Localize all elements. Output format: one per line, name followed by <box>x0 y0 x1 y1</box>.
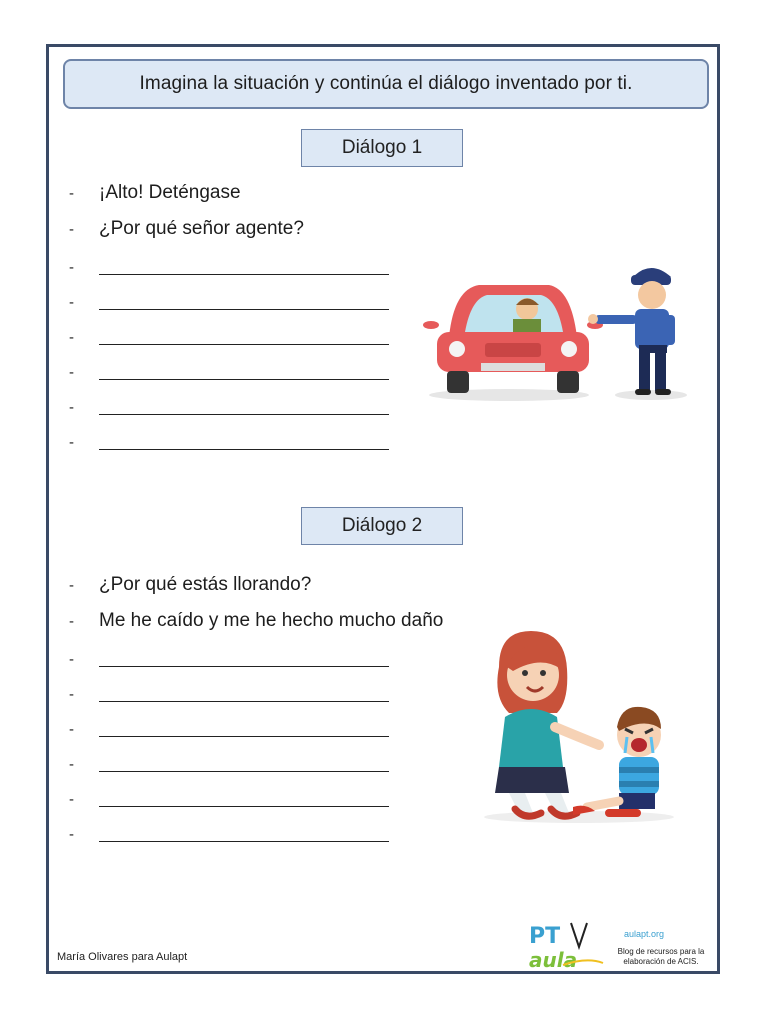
instruction-text: Imagina la situación y continúa el diálogo inventado por ti. <box>139 73 633 94</box>
answer-line[interactable] <box>99 295 389 310</box>
dash: - <box>69 363 74 381</box>
dialog2-blank-5[interactable] <box>69 785 389 813</box>
instruction-box <box>63 59 709 109</box>
dialog1-title-box <box>301 129 463 167</box>
logo-tagline <box>601 947 721 967</box>
dash: - <box>69 720 74 738</box>
dialog1-blank-1[interactable] <box>69 253 389 281</box>
dash: - <box>69 220 74 238</box>
dialog1-blank-4[interactable] <box>69 358 389 386</box>
dialog1-blank-6[interactable] <box>69 428 389 456</box>
dialog2-blank-4[interactable] <box>69 750 389 778</box>
dialog2-title: Diálogo 2 <box>341 515 423 536</box>
car-police-illustration <box>409 237 709 417</box>
answer-line[interactable] <box>99 687 389 702</box>
dialog1-blank-3[interactable] <box>69 323 389 351</box>
answer-line[interactable] <box>99 435 389 450</box>
logo-pt-text: PT <box>529 924 561 949</box>
dialog2-line-1 <box>69 571 311 599</box>
answer-line[interactable] <box>99 722 389 737</box>
answer-line[interactable] <box>99 827 389 842</box>
answer-line[interactable] <box>99 757 389 772</box>
dialog1-line-2 <box>69 215 304 243</box>
dash: - <box>69 293 74 311</box>
author-credit: María Olivares para Aulapt <box>57 951 188 963</box>
dialog2-text-2: Me he caído y me he hecho mucho daño <box>99 610 444 631</box>
dash: - <box>69 398 74 416</box>
answer-line[interactable] <box>99 260 389 275</box>
logo-site: aulapt.org <box>624 929 665 939</box>
answer-line[interactable] <box>99 330 389 345</box>
dialog2-title-box <box>301 507 463 545</box>
logo-tagline-1: Blog de recursos para la <box>617 947 705 956</box>
dialog1-title: Diálogo 1 <box>341 137 423 158</box>
dash: - <box>69 258 74 276</box>
worksheet-frame <box>46 44 720 974</box>
dash: - <box>69 433 74 451</box>
dialog2-blank-2[interactable] <box>69 680 389 708</box>
dash: - <box>69 576 74 594</box>
mother-child-illustration <box>469 617 689 827</box>
answer-line[interactable] <box>99 792 389 807</box>
dash: - <box>69 790 74 808</box>
dash: - <box>69 755 74 773</box>
dialog2-blank-1[interactable] <box>69 645 389 673</box>
dash: - <box>69 612 74 630</box>
dialog1-text-1: ¡Alto! Deténgase <box>99 182 241 203</box>
dialog2-blank-6[interactable] <box>69 820 389 848</box>
logo-aula-text: aula <box>529 948 578 972</box>
dialog1-blank-5[interactable] <box>69 393 389 421</box>
dialog2-line-2 <box>69 607 443 635</box>
dash: - <box>69 650 74 668</box>
answer-line[interactable] <box>99 365 389 380</box>
dialog2-text-1: ¿Por qué estás llorando? <box>99 574 312 595</box>
logo-tagline-2: elaboración de ACIS. <box>623 957 699 966</box>
dash: - <box>69 685 74 703</box>
dash: - <box>69 825 74 843</box>
dialog1-line-1 <box>69 179 241 207</box>
dialog1-blank-2[interactable] <box>69 288 389 316</box>
answer-line[interactable] <box>99 400 389 415</box>
dash: - <box>69 328 74 346</box>
dialog2-blank-3[interactable] <box>69 715 389 743</box>
answer-line[interactable] <box>99 652 389 667</box>
dialog1-text-2: ¿Por qué señor agente? <box>99 218 304 239</box>
dash: - <box>69 184 74 202</box>
